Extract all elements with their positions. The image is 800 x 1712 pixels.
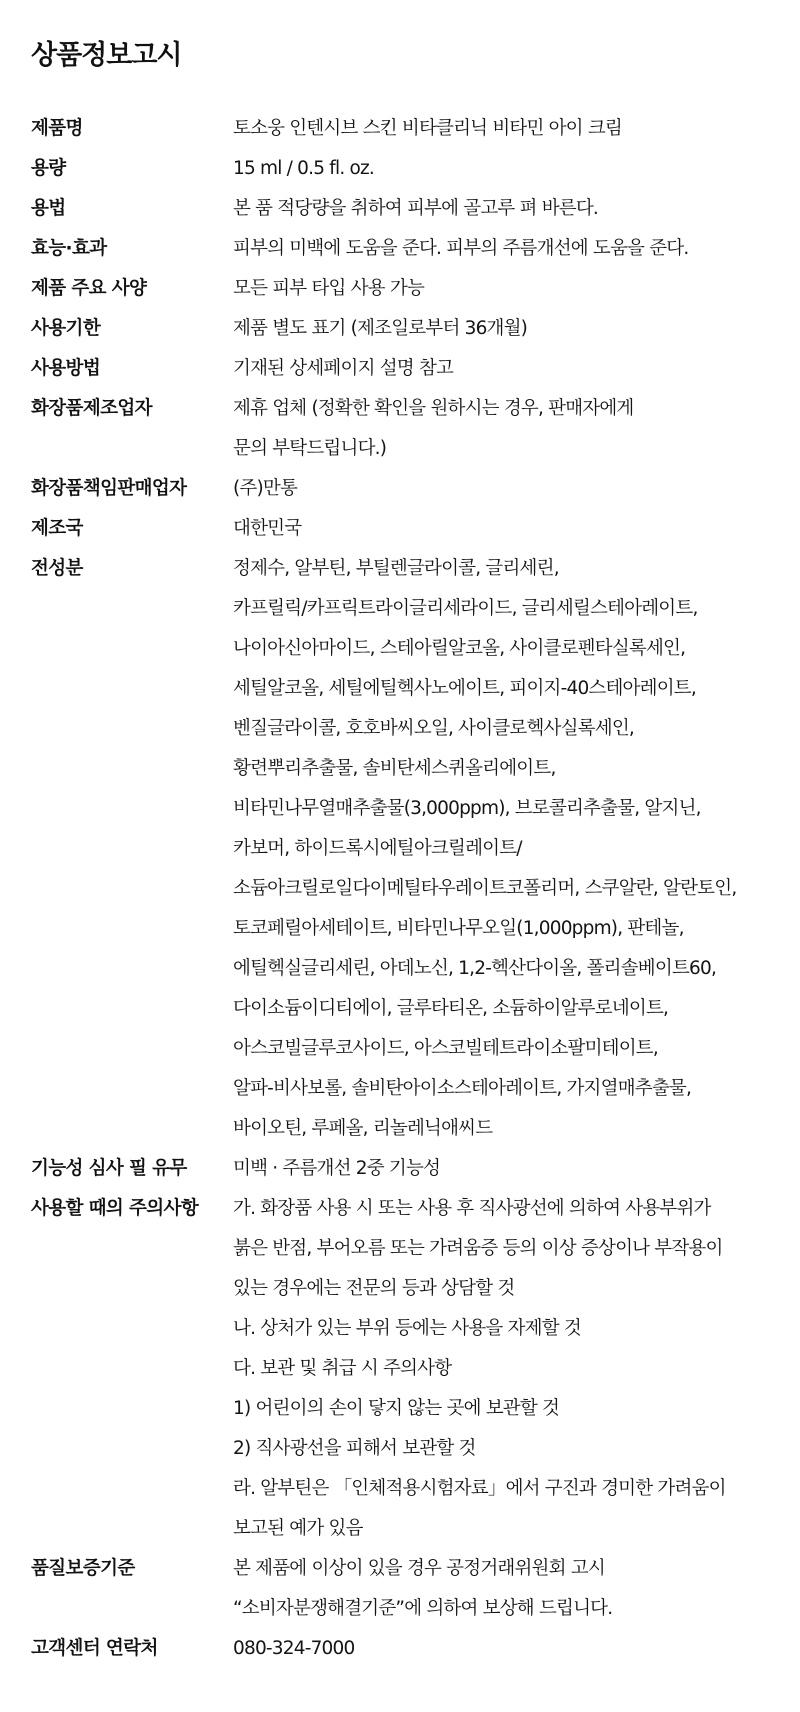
info-row-value: [233, 269, 800, 309]
info-row-value-line: 보고된 예가 있음: [233, 1518, 363, 1539]
info-row-value-line: 라. 알부틴은 「인체적용시험자료」에서 구진과 경미한 가려움이: [233, 1478, 726, 1499]
info-row-value-line: “소비자분쟁해결기준”에 의하여 보상해 드립니다.: [233, 1598, 613, 1619]
info-row-value-line: 다이소듐이디티에이, 글루타티온, 소듐하이알루로네이트,: [233, 998, 669, 1019]
info-row-label: 화장품제조업자: [31, 398, 152, 419]
info-row-value: [233, 549, 800, 1149]
info-row-value-line: 황련뿌리추출물, 솔비탄세스퀴올리에이트,: [233, 758, 556, 779]
info-row-value: [233, 1549, 800, 1629]
info-row-label: 기능성 심사 필 유무: [31, 1158, 187, 1179]
info-row-value: [233, 1629, 800, 1669]
info-row-value: [233, 349, 800, 389]
info-row: [31, 549, 800, 1149]
info-row-value: [233, 389, 800, 469]
info-row: [31, 1149, 800, 1189]
info-row-label: 용량: [31, 158, 66, 179]
info-row-value: [233, 109, 800, 149]
info-row-value-line: 바이오틴, 루페올, 리놀레닉애씨드: [233, 1118, 493, 1139]
info-row-value: [233, 1149, 800, 1189]
info-row: [31, 509, 800, 549]
info-row: [31, 149, 800, 189]
info-row-value: [233, 509, 800, 549]
info-row-value-line: 토소웅 인텐시브 스킨 비타클리닉 비타민 아이 크림: [233, 118, 622, 139]
info-row: [31, 189, 800, 229]
info-row-label: 사용할 때의 주의사항: [31, 1198, 199, 1219]
info-row-value-line: 소듐아크릴로일다이메틸타우레이트코폴리머, 스쿠알란, 알란토인,: [233, 878, 737, 899]
info-row-value-line: 알파-비사보롤, 솔비탄아이소스테아레이트, 가지열매추출물,: [233, 1078, 692, 1099]
info-row-value-line: 1) 어린이의 손이 닿지 않는 곳에 보관할 것: [233, 1398, 560, 1419]
info-row-value: [233, 1189, 800, 1549]
page-title: 상품정보고시: [31, 40, 182, 71]
info-table: [31, 109, 800, 1669]
info-row-label: 용법: [31, 198, 66, 219]
info-row-value-line: 세틸알코올, 세틸에틸헥사노에이트, 피이지-40스테아레이트,: [233, 678, 696, 699]
info-row: [31, 309, 800, 349]
info-row-value-line: 정제수, 알부틴, 부틸렌글라이콜, 글리세린,: [233, 558, 559, 579]
info-row-label: 제조국: [31, 518, 83, 539]
info-row-value-line: 벤질글라이콜, 호호바씨오일, 사이클로헥사실록세인,: [233, 718, 634, 739]
info-row-value-line: (주)만통: [233, 478, 298, 499]
info-row: [31, 229, 800, 269]
info-row-value-line: 나이아신아마이드, 스테아릴알코올, 사이클로펜타실록세인,: [233, 638, 686, 659]
info-row-label: 사용기한: [31, 318, 101, 339]
info-row-value-line: 있는 경우에는 전문의 등과 상담할 것: [233, 1278, 515, 1299]
info-row-value-line: 본 품 적당량을 취하여 피부에 골고루 펴 바른다.: [233, 198, 598, 219]
info-row-value-line: 080-324-7000: [233, 1638, 355, 1659]
info-row-value: [233, 189, 800, 229]
info-row: [31, 269, 800, 309]
info-row-value: [233, 469, 800, 509]
info-row: [31, 1189, 800, 1549]
info-row-value-line: 피부의 미백에 도움을 준다. 피부의 주름개선에 도움을 준다.: [233, 238, 689, 259]
info-row-value-line: 토코페릴아세테이트, 비타민나무오일(1,000ppm), 판테놀,: [233, 918, 684, 939]
info-row: [31, 1549, 800, 1629]
info-row: [31, 1629, 800, 1669]
info-row-value-line: 문의 부탁드립니다.): [233, 438, 387, 459]
info-row-value-line: 나. 상처가 있는 부위 등에는 사용을 자제할 것: [233, 1318, 581, 1339]
info-row-value-line: 대한민국: [233, 518, 302, 539]
info-row-label: 제품명: [31, 118, 83, 139]
info-row-label: 전성분: [31, 558, 83, 579]
info-row-value: [233, 149, 800, 189]
info-row-label: 사용방법: [31, 358, 101, 379]
info-row-label: 제품 주요 사양: [31, 278, 147, 299]
info-row-value-line: 아스코빌글루코사이드, 아스코빌테트라이소팔미테이트,: [233, 1038, 658, 1059]
info-row-value-line: 비타민나무열매추출물(3,000ppm), 브로콜리추출물, 알지닌,: [233, 798, 701, 819]
info-row-value: [233, 309, 800, 349]
info-row-value: [233, 229, 800, 269]
info-row-value-line: 에틸헥실글리세린, 아데노신, 1,2-헥산다이올, 폴리솔베이트60,: [233, 958, 717, 979]
info-row-value-line: 카보머, 하이드록시에틸아크릴레이트/: [233, 838, 522, 859]
info-row-value-line: 본 제품에 이상이 있을 경우 공정거래위원회 고시: [233, 1558, 605, 1579]
info-row-label: 화장품책임판매업자: [31, 478, 187, 499]
info-row-value-line: 2) 직사광선을 피해서 보관할 것: [233, 1438, 476, 1459]
info-row-value-line: 제품 별도 표기 (제조일로부터 36개월): [233, 318, 528, 339]
info-row-value-line: 미백 · 주름개선 2중 기능성: [233, 1158, 441, 1179]
info-row: [31, 389, 800, 469]
info-row: [31, 109, 800, 149]
info-row-value-line: 모든 피부 타입 사용 가능: [233, 278, 425, 299]
info-row-value-line: 제휴 업체 (정확한 확인을 원하시는 경우, 판매자에게: [233, 398, 634, 419]
info-row-value-line: 카프릴릭/카프릭트라이글리세라이드, 글리세릴스테아레이트,: [233, 598, 698, 619]
info-row-value-line: 다. 보관 및 취급 시 주의사항: [233, 1358, 452, 1379]
info-row-label: 고객센터 연락처: [31, 1638, 158, 1659]
info-row-label: 효능·효과: [31, 238, 107, 259]
info-row: [31, 469, 800, 509]
info-row-value-line: 가. 화장품 사용 시 또는 사용 후 직사광선에 의하여 사용부위가: [233, 1198, 711, 1219]
info-row-value-line: 기재된 상세페이지 설명 참고: [233, 358, 454, 379]
info-row-value-line: 붉은 반점, 부어오름 또는 가려움증 등의 이상 증상이나 부작용이: [233, 1238, 723, 1259]
info-row-label: 품질보증기준: [31, 1558, 135, 1579]
info-row-value-line: 15 ml / 0.5 fl. oz.: [233, 158, 375, 179]
info-row: [31, 349, 800, 389]
